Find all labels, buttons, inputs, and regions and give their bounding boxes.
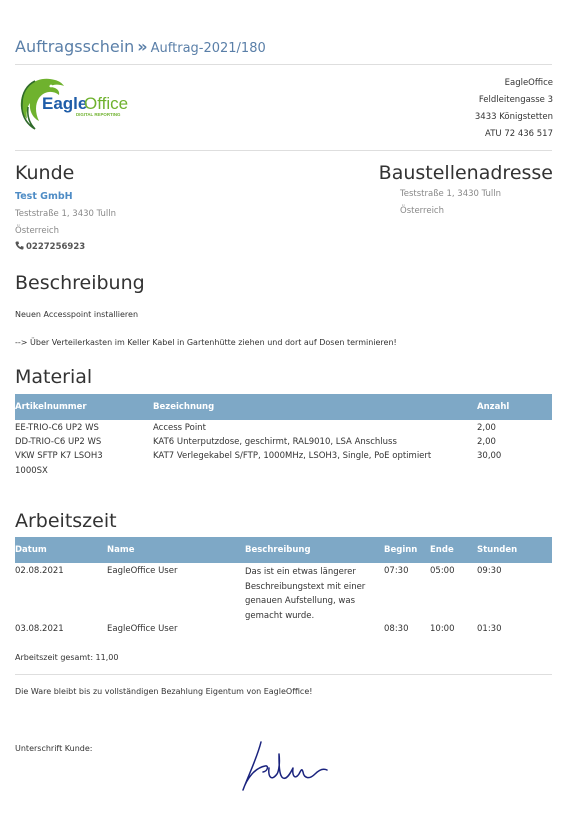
site-country: Österreich [400,206,444,216]
material-heading: Material [15,366,93,388]
site-street: Teststraße 1, 3430 Tulln [400,189,502,199]
customer-phone[interactable] [15,241,85,252]
column-header-start: Beginn [384,545,418,555]
description-heading: Beschreibung [15,272,145,294]
customer-signature [235,738,333,794]
company-name: EagleOffice [504,78,553,88]
work-end: 10:00 [430,624,455,634]
work-end: 05:00 [430,566,455,576]
eagleoffice-logo [13,71,139,133]
work-start: 07:30 [384,566,409,576]
work-user: EagleOffice User [107,624,178,634]
phone-icon [15,241,24,250]
article-number: EE-TRIO-C6 UP2 WS [15,423,99,433]
work-date: 03.08.2021 [15,624,64,634]
column-header-description: Beschreibung [245,545,311,555]
company-city: 3433 Königstetten [474,112,553,122]
customer-address [15,206,116,240]
ownership-notice: Die Ware bleibt bis zu vollständigen Bezahlung Eigentum von EagleOffice! [15,687,313,696]
work-hours: 01:30 [477,624,502,634]
column-header-end: Ende [430,545,454,555]
company-address [475,75,553,143]
work-hours: 09:30 [477,566,502,576]
customer-heading: Kunde [15,162,75,184]
article-qty: 2,00 [477,437,496,447]
signature-label: Unterschrift Kunde: [15,744,93,753]
column-header-name: Name [107,545,135,555]
material-table-header [15,394,552,420]
article-name: KAT7 Verlegekabel S/FTP, 1000MHz, LSOH3, Single, PoE optimiert [153,451,432,461]
customer-name[interactable]: Test GmbH [15,191,73,202]
work-description: Das ist ein etwas längerer Beschreibungstext mit einer genauen Aufstellung, was gemacht wurde. [245,567,366,621]
article-number-continued: 1000SX [15,466,48,476]
article-number: DD-TRIO-C6 UP2 WS [15,437,102,447]
column-header-name: Bezeichnung [153,402,215,412]
divider [15,150,552,151]
description-line: --> Über Verteilerkasten im Keller Kabel in Gartenhütte ziehen und dort auf Dosen terminieren! [15,338,397,347]
worktime-total: Arbeitszeit gesamt: 11,00 [15,653,119,662]
work-start: 08:30 [384,624,409,634]
divider [15,64,552,65]
company-vat: ATU 72 436 517 [485,129,553,139]
column-header-article: Artikelnummer [15,402,87,412]
page-title [15,37,266,56]
logo-eagle-text: Eagle [42,94,88,113]
breadcrumb-separator: » [137,37,148,56]
article-name: Access Point [153,423,206,433]
worktime-heading: Arbeitszeit [15,510,117,532]
description-line: Neuen Accesspoint installieren [15,310,139,319]
column-header-date: Datum [15,545,47,555]
company-street: Feldleitengasse 3 [478,95,553,105]
article-qty: 2,00 [477,423,496,433]
logo-office-text: Office [84,94,129,113]
worktime-table-header [15,537,552,563]
order-number: Auftrag-2021/180 [150,41,266,56]
customer-country: Österreich [15,226,59,236]
site-address [400,186,501,220]
customer-phone-number: 0227256923 [26,242,86,252]
divider [15,674,552,675]
article-qty: 30,00 [477,451,502,461]
work-user: EagleOffice User [107,566,178,576]
document-title: Auftragsschein [15,37,135,56]
site-heading: Baustellenadresse [378,162,553,184]
article-name: KAT6 Unterputzdose, geschirmt, RAL9010, LSA Anschluss [153,437,397,447]
article-number: VKW SFTP K7 LSOH3 [15,451,103,461]
customer-street: Teststraße 1, 3430 Tulln [15,209,117,219]
column-header-qty: Anzahl [477,402,510,412]
column-header-hours: Stunden [477,545,518,555]
work-date: 02.08.2021 [15,566,64,576]
logo-tagline: DIGITAL REPORTING [76,112,121,117]
